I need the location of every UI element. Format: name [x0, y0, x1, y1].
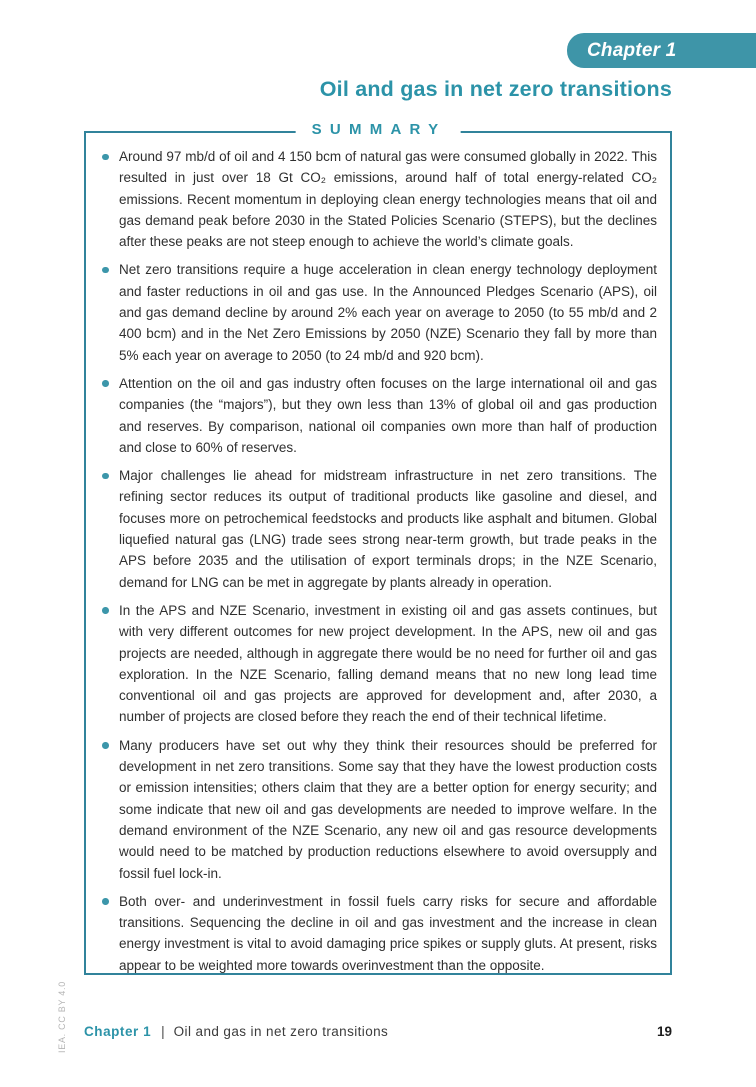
bullet-item — [101, 146, 657, 252]
bullet-text: Many producers have set out why they think their resources should be preferred for development in net zero transitions. Some say that they have the lowest production costs or emission intensities; others claim that they are a better option for energy security; and some indicate that new oil and gas developments are needed to improve welfare. In the demand environment of the NZE Scenario, any new oil and gas resource developments would need to be matched by production reductions elsewhere to avoid oversupply and fossil fuel lock-in. — [119, 737, 657, 881]
bullet-text: Attention on the oil and gas industry often focuses on the large international oil and gas companies (the “majors”), but they own less than 13% of global oil and gas production and reserves. By comparison, national oil companies own more than half of production and close to 60% of reserves. — [119, 375, 657, 455]
footer-separator: | — [161, 1024, 165, 1039]
summary-label: SUMMARY — [296, 121, 461, 138]
copyright-sidenote: IEA. CC BY 4.0 — [57, 981, 67, 1053]
bullet-text: Net zero transitions require a huge acceleration in clean energy technology deployment and faster reductions in oil and gas use. In the Announced Pledges Scenario (APS), oil and gas demand decline by around 2% each year on average to 2050 (to 55 mb/d and 2 400 bcm) and in the Net Zero Emissions by 2050 (NZE) Scenario they fall by more than 5% each year on average to 2050 (to 24 mb/d and 920 bcm). — [119, 262, 657, 363]
chapter-banner-label: Chapter 1 — [587, 39, 677, 61]
bullet-icon — [102, 607, 109, 614]
bullet-icon — [102, 742, 109, 749]
bullet-icon — [102, 898, 109, 905]
footer-breadcrumb — [84, 1024, 388, 1039]
footer-chapter-title: Oil and gas in net zero transitions — [173, 1024, 389, 1039]
bullet-text: Major challenges lie ahead for midstream infrastructure in net zero transitions. The refining sector reduces its output of traditional products like gasoline and diesel, and focuses more on petrochemical feedstocks and products like asphalt and bitumen. Global liquefied natural gas (LNG) trade sees strong near-term growth, but trade peaks in the APS before 2035 and the utilisation of export terminals drops; in the NZE Scenario, demand for LNG can be met in aggregate by plants already in operation. — [119, 468, 657, 590]
footer-chapter-label: Chapter 1 — [84, 1024, 152, 1039]
bullet-icon — [102, 154, 109, 161]
bullet-item — [101, 735, 657, 884]
chapter-banner — [567, 33, 756, 68]
bullet-item — [101, 373, 657, 458]
bullet-item — [101, 259, 657, 365]
bullet-text: Both over- and underinvestment in fossil fuels carry risks for secure and affordable transitions. Sequencing the decline in oil and gas investment and the increase in clean energy investment is vital to avoid damaging price spikes or supply gluts. At present, risks appear to be weighted more towards overinvestment than the opposite. — [119, 893, 657, 973]
bullet-text: In the APS and NZE Scenario, investment in existing oil and gas assets continues, but with very different outcomes for new project development. In the APS, new oil and gas projects are needed, although in aggregate there would be no need for further oil and gas exploration. In the NZE Scenario, falling demand means that no new long lead time conventional oil and gas projects are approved for development and, after 2030, a number of projects are closed before they reach the end of their technical lifetime. — [119, 602, 657, 725]
bullet-item — [101, 465, 657, 593]
page-title: Oil and gas in net zero transitions — [319, 77, 672, 101]
summary-box — [84, 121, 672, 975]
bullet-icon — [102, 473, 109, 480]
bullet-text: Around 97 mb/d of oil and 4 150 bcm of natural gas were consumed globally in 2022. This resulted in just over 18 Gt CO₂ emissions, around half of total energy-related CO₂ emissions. Recent momentum in deploying clean energy technologies means that oil and gas demand peak before 2030 in the Stated Policies Scenario (STEPS), but the declines after these peaks are not steep enough to achieve the world’s climate goals. — [119, 149, 657, 250]
bullet-item — [101, 600, 657, 728]
page-footer — [84, 1024, 672, 1039]
summary-bullet-list — [86, 133, 670, 976]
bullet-icon — [102, 267, 109, 274]
bullet-icon — [102, 380, 109, 387]
page-number: 19 — [656, 1024, 672, 1039]
bullet-item — [101, 891, 657, 976]
